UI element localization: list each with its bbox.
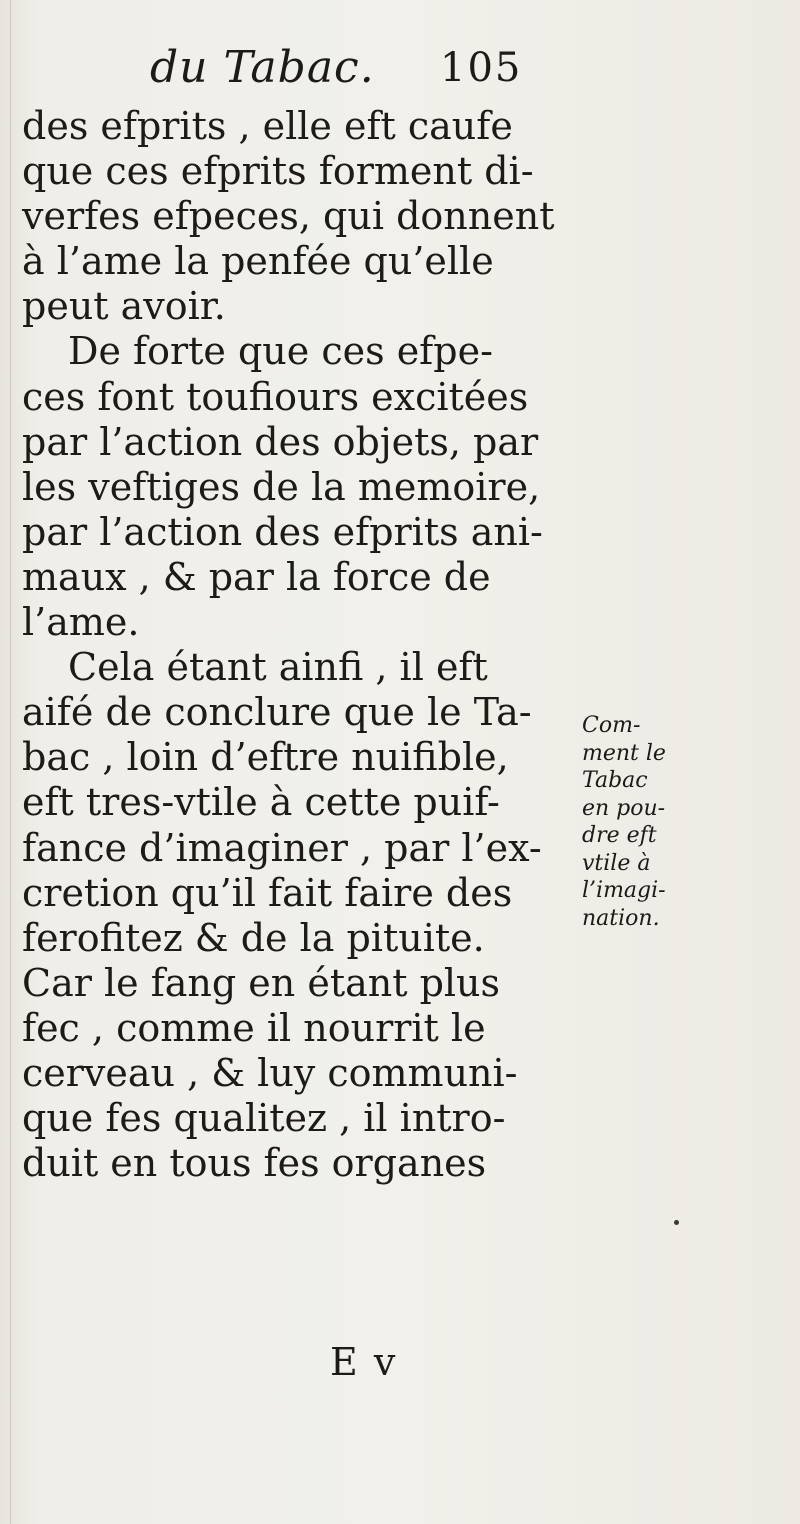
catchword: E v bbox=[330, 1340, 398, 1384]
text-line: cerveau , & luy communi- bbox=[22, 1050, 518, 1095]
text-line: duit en tous fes organes bbox=[22, 1141, 487, 1186]
text-line: eft tres-vtile à cette puif- bbox=[22, 780, 500, 825]
margin-note-line: Com- bbox=[582, 713, 641, 738]
text-line: par l’action des efprits ani- bbox=[22, 509, 543, 554]
margin-note-line: vtile à bbox=[582, 850, 651, 876]
text-line: peut avoir. bbox=[22, 284, 226, 329]
margin-note-line: ment le bbox=[582, 740, 666, 766]
text-line: aifé de conclure que le Ta- bbox=[22, 690, 532, 735]
running-head-title: du Tabac. bbox=[150, 42, 375, 93]
text-line: par l’action des objets, par bbox=[22, 419, 539, 464]
margin-note-line: Tabac bbox=[582, 768, 648, 793]
text-line: que fes qualitez , il intro- bbox=[22, 1096, 506, 1141]
margin-note-line: en pou- bbox=[582, 795, 666, 821]
text-line: Car le fang en étant plus bbox=[22, 960, 501, 1005]
text-line: à l’ame la penfée qu’elle bbox=[22, 239, 494, 284]
text-line: les veftiges de la memoire, bbox=[22, 464, 541, 509]
text-line: bac , loin d’eftre nuifible, bbox=[22, 735, 509, 780]
text-line: ces font toufiours excitées bbox=[22, 374, 529, 419]
margin-note-line: dre eft bbox=[582, 823, 657, 848]
text-line: cretion qu’il fait faire des bbox=[22, 870, 513, 915]
text-line: De forte que ces efpe- bbox=[68, 329, 493, 374]
text-line: fance d’imaginer , par l’ex- bbox=[22, 825, 542, 870]
text-line: fec , comme il nourrit le bbox=[22, 1005, 486, 1050]
body-text bbox=[22, 104, 555, 1186]
text-line: Cela étant ainfi , il eft bbox=[68, 645, 488, 690]
page-gutter-edge bbox=[10, 0, 11, 1524]
ink-speck bbox=[674, 1220, 679, 1225]
text-line: maux , & par la force de bbox=[22, 554, 491, 599]
running-head bbox=[150, 38, 550, 98]
text-line: verfes efpeces, qui donnent bbox=[22, 194, 555, 239]
text-line: des efprits , elle eft caufe bbox=[22, 104, 513, 148]
text-line: que ces efprits forment di- bbox=[22, 149, 534, 194]
text-line: l’ame. bbox=[22, 600, 140, 645]
margin-note bbox=[582, 712, 692, 932]
page-number: 105 bbox=[440, 45, 523, 91]
margin-note-line: nation. bbox=[582, 905, 660, 931]
margin-note-line: l’imagi- bbox=[582, 878, 666, 903]
text-line: ferofitez & de la pituite. bbox=[22, 915, 485, 960]
